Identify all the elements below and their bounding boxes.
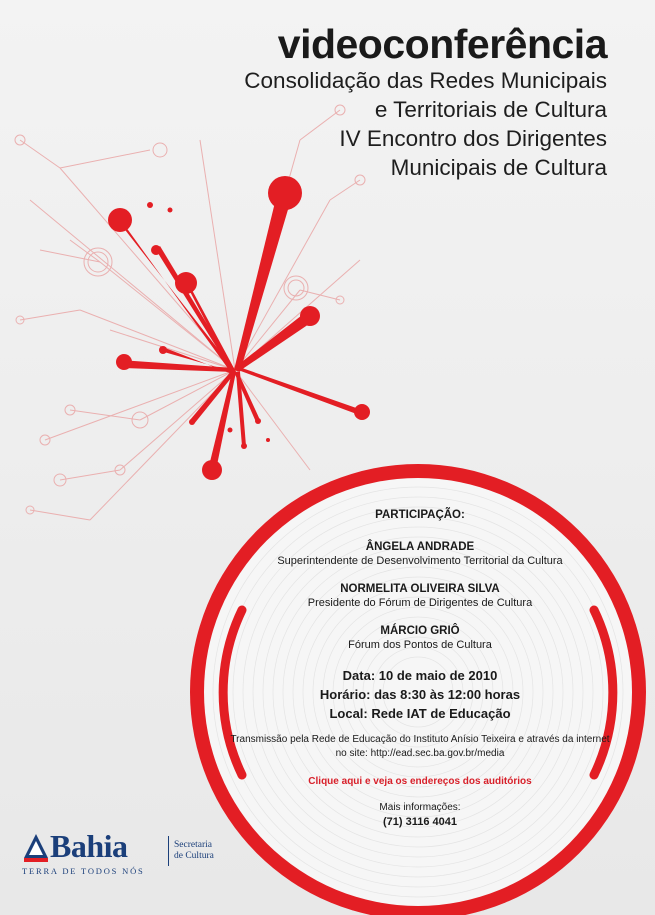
subtitle-line-4: Municipais de Cultura [390, 155, 607, 180]
participant [220, 624, 620, 652]
participant-name: MÁRCIO GRIÔ [380, 625, 460, 637]
subtitle-line-3: IV Encontro dos Dirigentes [339, 126, 607, 151]
event-details [220, 666, 620, 723]
secretaria-line-1: Secretaria [174, 840, 212, 850]
secretaria-label [174, 840, 214, 862]
circle-content [220, 508, 620, 829]
red-spikes [118, 190, 362, 470]
participant-role: Presidente do Fórum de Dirigentes de Cultura [307, 597, 533, 609]
event-time: Horário: das 8:30 às 12:00 horas [319, 687, 521, 702]
participant-role: Fórum dos Pontos de Cultura [348, 639, 492, 651]
phone-number: (71) 3116 4041 [382, 816, 457, 828]
bahia-emblem-icon [22, 832, 50, 864]
secretaria-line-2: de Cultura [174, 851, 214, 861]
auditoriums-link[interactable]: Clique aqui e veja os endereços dos auditórios [308, 776, 532, 787]
subtitle-line-2: e Territoriais de Cultura [374, 97, 607, 122]
logo-divider [168, 836, 169, 866]
participant-role: Superintendente de Desenvolvimento Territorial da Cultura [277, 555, 563, 567]
logo-name: Bahia [50, 828, 128, 864]
event-date: Data: 10 de maio de 2010 [342, 668, 498, 683]
red-nodes [108, 176, 370, 480]
participation-heading: PARTICIPAÇÃO: [375, 509, 465, 521]
transmission-text: Transmissão pela Rede de Educação do Instituto Anísio Teixeira e através da internet no site: http://ead.sec.ba.gov.br/media [230, 734, 610, 759]
title-block [244, 22, 607, 182]
event-place: Local: Rede IAT de Educação [329, 706, 511, 721]
participant [220, 540, 620, 568]
logo-tagline: TERRA DE TODOS NÓS [22, 866, 145, 876]
more-info-label: Mais informações: [379, 802, 461, 813]
subtitle-line-1: Consolidação das Redes Municipais [244, 68, 607, 93]
participant-name: ÂNGELA ANDRADE [365, 541, 475, 553]
page-title: videoconferência [277, 21, 607, 67]
participant [220, 582, 620, 610]
participant-name: NORMELITA OLIVEIRA SILVA [340, 583, 500, 595]
